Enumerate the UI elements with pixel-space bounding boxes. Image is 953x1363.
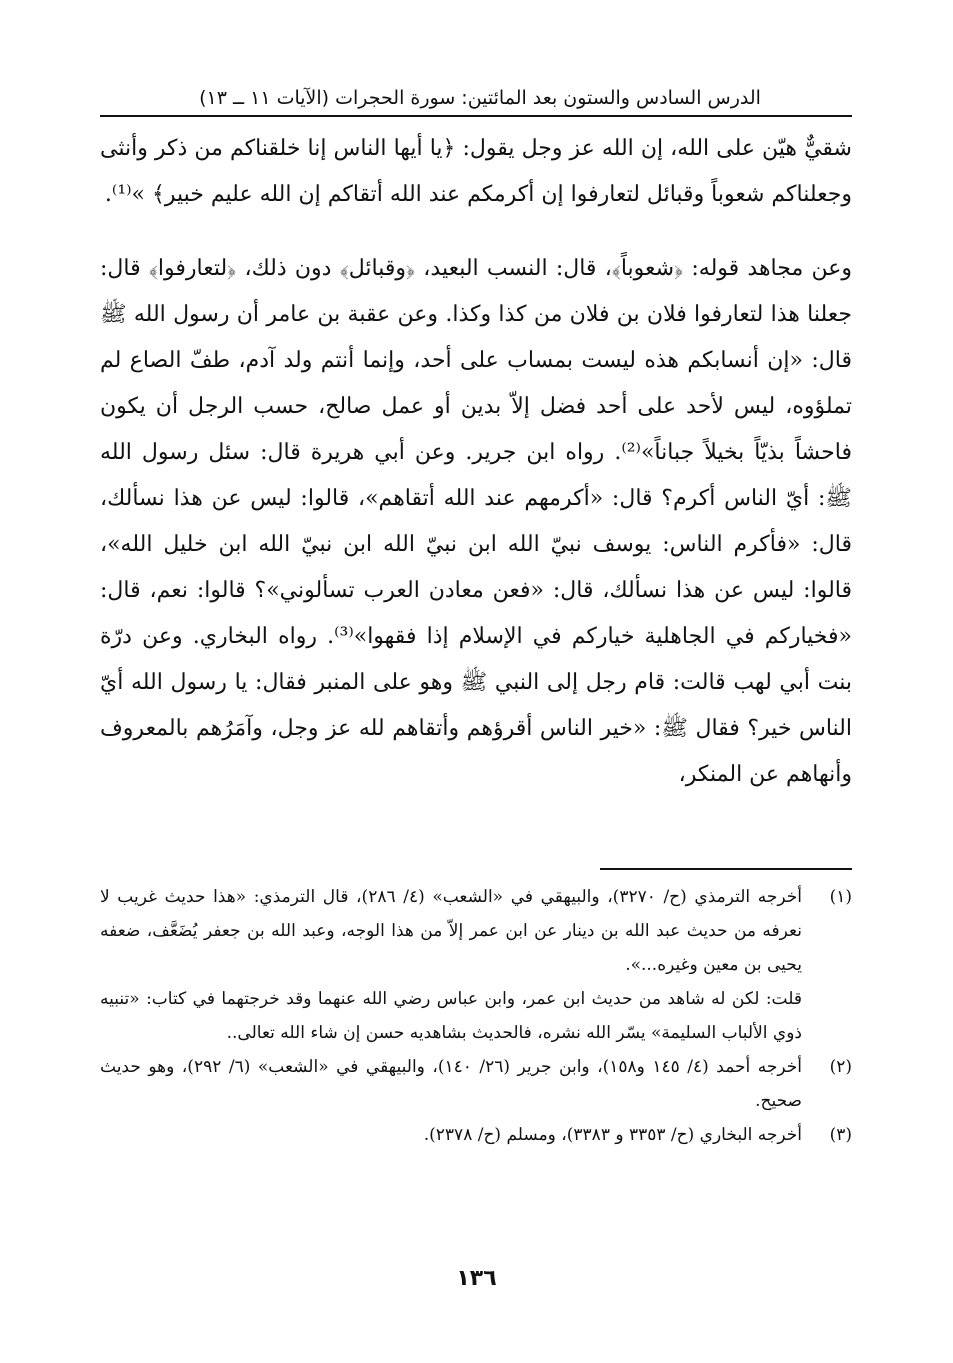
footnote-paragraph: قلت: لكن له شاهد من حديث ابن عمر، وابن عباس رضي الله عنهما وقد خرجتهما في كتاب: «تنبيه ذوي الألباب السليمة» يسّر الله نشره، فالحديث بشاهديه حسن إن شاء الله تعالى.. [100,989,802,1043]
footnote-text [100,1050,802,1118]
footnote-separator [600,868,852,870]
footnote-paragraph: أخرجه البخاري (ح/ ٣٣٥٣ و ٣٣٨٣)، ومسلم (ح/ ٢٣٧٨). [423,1125,802,1145]
footnote-1 [100,880,852,1050]
footnote-number: (٣) [829,1125,852,1145]
footnote-2 [100,1050,852,1118]
main-text [100,126,852,798]
footnote-text [100,1118,802,1152]
paragraph: وعن مجاهد قوله: ﴿شعوباً﴾، قال: النسب البعيد، ﴿وقبائل﴾ دون ذلك، ﴿لتعارفوا﴾ قال: جعلنا هذا لتعارفوا فلان بن فلان من كذا وكذا. وعن عقبة بن عامر أن رسول الله ﷺ قال: «إن أنسابكم هذه ليست بمساب على أحد، وإنما أنتم ولد آدم، طفّ الصاع لم تملؤوه، ليس لأحد على أحد فضل إلاّ بدين أو عمل صالح، حسب الرجل أن يكون فاحشاً بذيّاً بخيلاً جباناً»⁽²⁾. رواه ابن جرير. وعن أبي هريرة قال: سئل رسول الله ﷺ: أيّ الناس أكرم؟ قال: «أكرمهم عند الله أتقاهم»، قالوا: ليس عن هذا نسألك، قال: «فأكرم الناس: يوسف نبيّ الله ابن نبيّ الله ابن نبيّ الله ابن خليل الله»، قالوا: ليس عن هذا نسألك، قال: «فعن معادن العرب تسألوني»؟ قالوا: نعم، قال: «فخياركم في الجاهلية خياركم في الإسلام إذا فقهوا»⁽³⁾. رواه البخاري. وعن درّة بنت أبي لهب قالت: قام رجل إلى النبي ﷺ وهو على المنبر فقال: يا رسول الله أيّ الناس خير؟ فقال ﷺ: «خير الناس أقرؤهم وأتقاهم لله عز وجل، وآمَرُهم بالمعروف وأنهاهم عن المنكر، [100,256,852,787]
page-number: ١٣٦ [456,1266,497,1291]
footnotes [100,880,852,1152]
footnote-3 [100,1118,852,1152]
footnote-paragraph: أخرجه الترمذي (ح/ ٣٢٧٠)، والبيهقي في «الشعب» (٤/ ٢٨٦)، قال الترمذي: «هذا حديث غريب لا نعرفه من حديث عبد الله بن دينار عن ابن عمر إلاّ من هذا الوجه، وعبد الله بن جعفر يُضَعَّف، ضعفه يحيى بن معين وغيره...». [100,887,802,975]
running-header: الدرس السادس والستون بعد المائتين: سورة الحجرات (الآيات ١١ ــ ١٣) [199,87,761,109]
header-rule [100,115,852,117]
paragraph: شقيٌّ هيّن على الله، إن الله عز وجل يقول: ﴿يا أيها الناس إنا خلقناكم من ذكر وأنثى وجعلناكم شعوباً وقبائل لتعارفوا إن أكرمكم عند الله أتقاكم إن الله عليم خبير﴾ »⁽¹⁾. [100,136,852,207]
footnote-paragraph: أخرجه أحمد (٤/ ١٤٥ و١٥٨)، وابن جرير (٢٦/ ١٤٠)، والبيهقي في «الشعب» (٦/ ٢٩٢)، وهو حديث صحيح. [100,1057,802,1111]
footnote-number: (٢) [829,1057,852,1077]
footnote-number: (١) [829,887,852,907]
footnote-text [100,880,802,1050]
